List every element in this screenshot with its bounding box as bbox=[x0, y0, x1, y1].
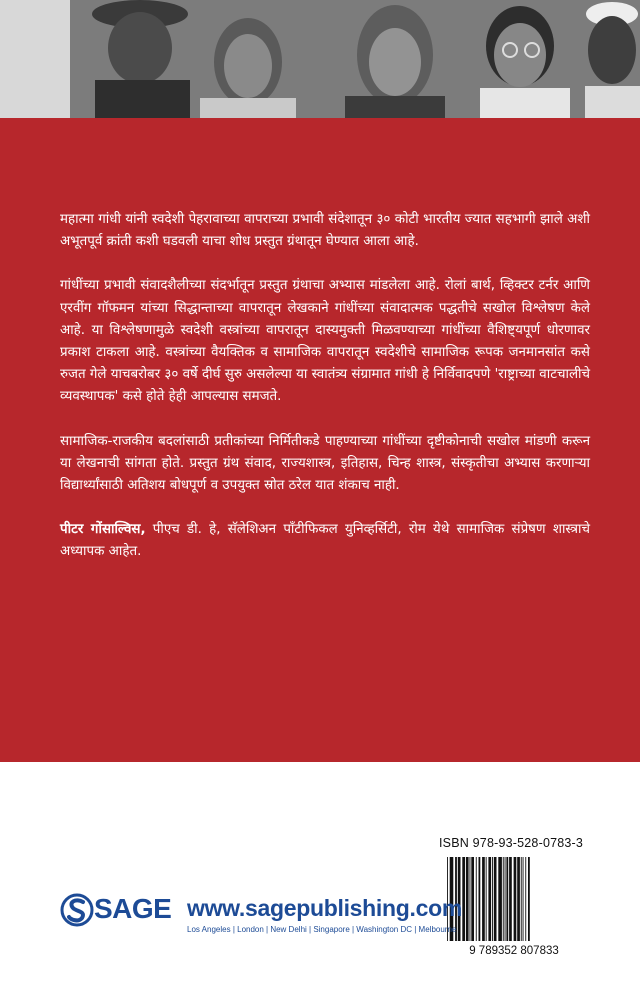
paragraph-analysis: गांधींच्या प्रभावी संवादशैलीच्या संदर्भातून प्रस्तुत ग्रंथाचा अभ्यास मांडलेला आहे. रोलां बार्थ, व्हिक्टर टर्नर आणि एरवींग गॉफमन यांच्या सिद्धान्ताच्या वापरातून लेखकाने गांधींच्या संवादात्मक पद्धतीचे सखोल विश्लेषण केले आहे. या विश्लेषणामुळे स्वदेशी वस्त्रांच्या वापरातून दास्यमुक्ती मिळवण्याच्या गांधींच्या वैशिष्ट्यपूर्ण धोरणावर प्रकाश टाकला आहे. वस्त्रांच्या वैयक्तिक व सामाजिक वापरातून स्वदेशीचे सामाजिक रूपक जनमानसांत कसे रुजत गेले याचबरोबर ३० वर्षे दीर्घ सुरु असलेल्या या स्वातंत्र्य संग्रामात गांधी हे निर्विवादपणे 'राष्ट्राच्या वाटचालीचे व्यवस्थापक' कसे होते हेही आपल्यास समजते. bbox=[60, 278, 590, 405]
barcode-bar bbox=[479, 857, 481, 941]
photo-icon bbox=[0, 0, 640, 118]
barcode-bar bbox=[521, 857, 522, 941]
paragraph-intro: महात्मा गांधी यांनी स्वदेशी पेहरावाच्या वापराच्या प्रभावी संदेशातून ३० कोटी भारतीय ज्यात सहभागी झाले अशी अभूतपूर्व क्रांती कशी घडवली याचा शोध प्रस्तुत ग्रंथातून घेण्यात आला आहे. bbox=[60, 212, 590, 250]
barcode-bar bbox=[528, 857, 530, 941]
barcode-bar bbox=[462, 857, 465, 941]
barcode-bar bbox=[505, 857, 506, 941]
publisher-cities: Los Angeles | London | New Delhi | Singapore | Washington DC | Melbourne bbox=[187, 925, 457, 934]
publisher-url[interactable]: www.sagepublishing.com bbox=[187, 895, 462, 921]
barcode-bar bbox=[488, 857, 491, 941]
barcode-bar bbox=[494, 857, 497, 941]
barcode-bar bbox=[498, 857, 502, 941]
barcode-bar bbox=[492, 857, 493, 941]
barcode-bar bbox=[470, 857, 471, 941]
barcode-bar bbox=[476, 857, 477, 941]
back-cover-blurb bbox=[60, 209, 590, 564]
sage-s-icon bbox=[60, 892, 94, 928]
barcode-bar bbox=[482, 857, 485, 941]
barcode-bar bbox=[506, 857, 508, 941]
isbn-label: ISBN 978-93-528-0783-3 bbox=[439, 836, 584, 850]
author-name: पीटर गोंसाल्विस, bbox=[60, 522, 146, 538]
barcode-bar bbox=[523, 857, 524, 941]
barcode-bar bbox=[471, 857, 474, 941]
cover-photo bbox=[0, 0, 640, 118]
barcode-bar bbox=[466, 857, 469, 941]
barcode-bar bbox=[503, 857, 504, 941]
author-description: पीएच डी. हे, सॅलेशिअन पाँटीफिकल युनिव्हर्सिटी, रोम येथे सामाजिक संप्रेषण शास्त्राचे अध्यापक आहेत. bbox=[60, 522, 590, 560]
paragraph-conclusion: सामाजिक-राजकीय बदलांसाठी प्रतीकांच्या निर्मितीकडे पाहण्याच्या गांधींच्या दृष्टीकोनाची सखोल मांडणी करून या लेखनाची सांगता होते. प्रस्तुत ग्रंथ संवाद, राज्यशास्त्र, इतिहास, चिन्ह शास्त्र, संस्कृतीचा अभ्यास करणाऱ्या विद्यार्थ्यांसाठी अतिशय बोधपूर्ण व उपयुक्त स्रोत ठरेल यात शंकाच नाही. bbox=[60, 433, 590, 494]
barcode-bar bbox=[517, 857, 520, 941]
barcode-bar bbox=[486, 857, 487, 941]
barcode-bar bbox=[514, 857, 517, 941]
barcode-bar bbox=[509, 857, 512, 941]
barcode-digits: 9 789352 807833 bbox=[469, 945, 559, 957]
author-bio bbox=[60, 519, 590, 563]
barcode-bar bbox=[525, 857, 526, 941]
sage-wordmark: SAGE bbox=[94, 893, 172, 924]
